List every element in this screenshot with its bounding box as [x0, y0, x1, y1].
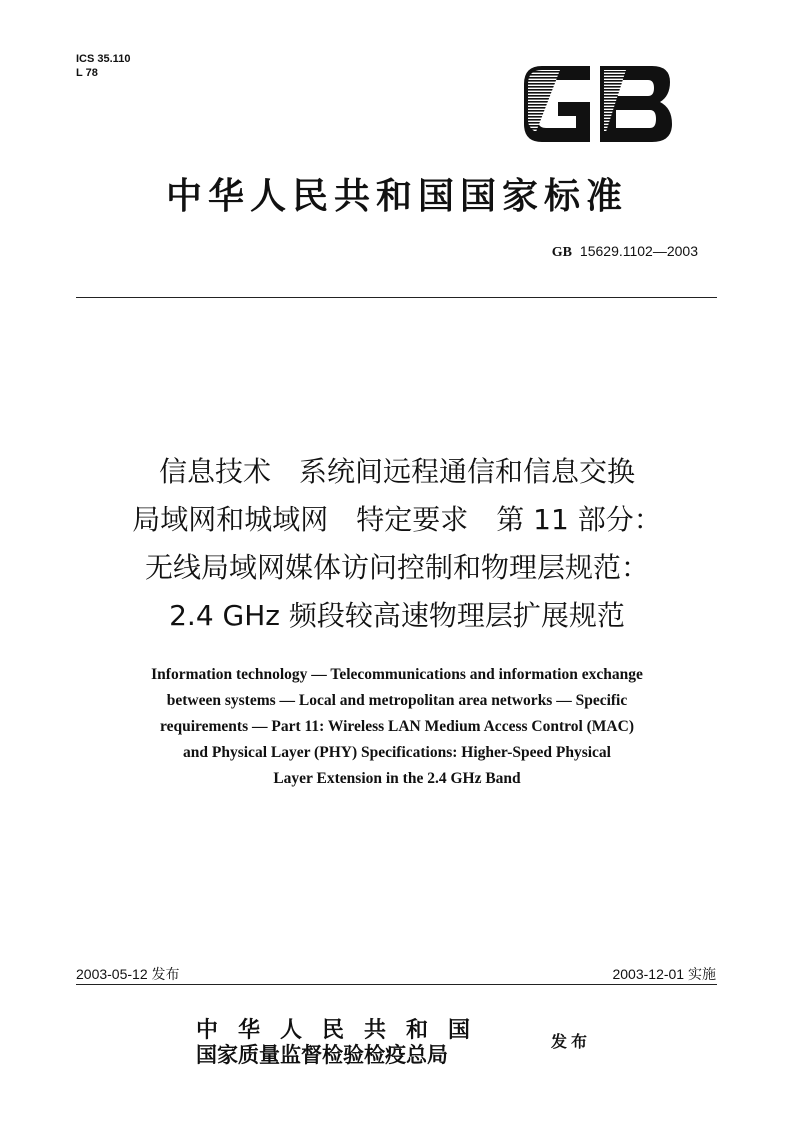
publish-label: 发布	[551, 1032, 592, 1051]
footer-divider	[76, 984, 717, 985]
standard-code: 15629.1102—2003	[579, 243, 698, 259]
english-title-line: Information technology — Telecommunications and information exchange	[151, 666, 643, 683]
chinese-title	[0, 448, 794, 640]
issue-date: 2003-05-12 发布	[76, 966, 180, 982]
header-divider	[76, 297, 717, 298]
chinese-title-line: 2.4 GHz 频段较高速物理层扩展规范	[169, 599, 625, 632]
ccs-code: L 78	[76, 67, 98, 79]
english-title	[0, 662, 794, 792]
gb-logo	[520, 62, 675, 146]
english-title-line: between systems — Local and metropolitan area networks — Specific	[166, 692, 628, 709]
english-title-line: Layer Extension in the 2.4 GHz Band	[273, 770, 521, 787]
issuer-agency: 国家质量监督检验检疫总局	[196, 1042, 448, 1067]
classification-codes	[76, 52, 130, 80]
standard-category-title: 中华人民共和国国家标准	[165, 176, 628, 217]
chinese-title-line: 无线局域网媒体访问控制和物理层规范：	[144, 551, 649, 584]
standard-number	[552, 243, 698, 261]
chinese-title-line: 信息技术 系统间远程通信和信息交换	[158, 455, 635, 488]
english-title-line: requirements — Part 11: Wireless LAN Medium Access Control (MAC)	[160, 718, 634, 735]
implementation-date: 2003-12-01 实施	[612, 966, 716, 982]
issuing-authority	[196, 1018, 490, 1068]
gb-logo-mark	[520, 62, 675, 146]
gb-logo-text: GB	[520, 62, 522, 63]
chinese-title-line: 局域网和城域网 特定要求 第 11 部分：	[132, 503, 662, 536]
standard-prefix: GB	[551, 245, 572, 260]
ics-code: ICS 35.110	[76, 53, 131, 65]
english-title-line: and Physical Layer (PHY) Specifications: Higher-Speed Physical	[183, 744, 611, 761]
issuer-country: 中华人民共和国	[196, 1017, 491, 1043]
